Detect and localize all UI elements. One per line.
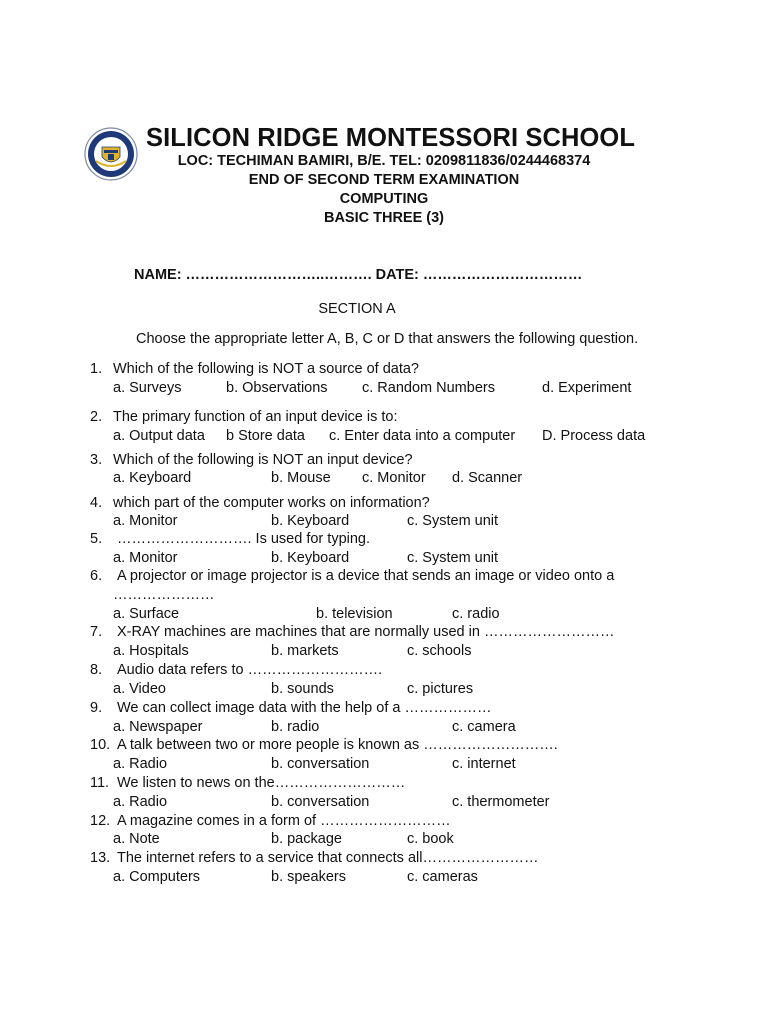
option: b Store data (226, 428, 305, 444)
option: b. package (271, 831, 342, 847)
question-number: 8. (90, 662, 103, 678)
option: b. Observations (226, 380, 328, 396)
option: a. Surface (113, 606, 180, 622)
option: c. camera (452, 719, 516, 735)
option: a. Output data (113, 428, 205, 444)
option: a. Newspaper (113, 719, 203, 735)
option: c. cameras (407, 869, 478, 885)
option: c. book (407, 831, 454, 847)
instructions: Choose the appropriate letter A, B, C or D that answers the following question. (136, 331, 639, 347)
option: c. pictures (407, 681, 474, 697)
option: b. Keyboard (271, 550, 350, 566)
question-text: X-RAY machines are machines that are normally used in ……………………… (117, 624, 615, 640)
option: b. television (316, 606, 393, 622)
option: c. thermometer (452, 794, 550, 810)
option: c. Monitor (362, 470, 426, 486)
option: c. schools (407, 643, 472, 659)
question-text-continued: ………………… (113, 587, 215, 603)
exam-title: END OF SECOND TERM EXAMINATION (248, 172, 520, 188)
question-number: 3. (90, 452, 103, 468)
question-number: 2. (90, 409, 103, 425)
option: D. Process data (542, 428, 646, 444)
option: c. Enter data into a computer (329, 428, 516, 444)
option: a. Video (113, 681, 166, 697)
question-text: We listen to news on the……………………… (117, 775, 406, 791)
option: a. Computers (113, 869, 201, 885)
option: c. Random Numbers (362, 380, 495, 396)
school-name: SILICON RIDGE MONTESSORI SCHOOL (146, 124, 636, 152)
option: b. speakers (271, 869, 346, 885)
option: a. Monitor (113, 550, 178, 566)
question-number: 11. (90, 775, 110, 791)
option: c. internet (452, 756, 516, 772)
school-location: LOC: TECHIMAN BAMIRI, B/E. TEL: 0209811836/0244468374 (177, 153, 591, 169)
option: b. sounds (271, 681, 334, 697)
question-text: A magazine comes in a form of ……………………… (117, 813, 451, 829)
option: b. markets (271, 643, 339, 659)
option: c. System unit (407, 550, 499, 566)
subject-title: COMPUTING (339, 191, 429, 207)
question-number: 9. (90, 700, 103, 716)
option: a. Monitor (113, 513, 178, 529)
question-number: 6. (90, 568, 103, 584)
question-number: 5. (90, 531, 103, 547)
question-text: The internet refers to a service that connects all…………………… (117, 850, 539, 866)
option: a. Surveys (113, 380, 182, 396)
question-number: 1. (90, 361, 103, 377)
option: c. System unit (407, 513, 499, 529)
question-text: A talk between two or more people is known as ………………………. (117, 737, 558, 753)
class-title: BASIC THREE (3) (323, 210, 445, 226)
question-text: Which of the following is NOT an input device? (113, 452, 413, 468)
option: a. Radio (113, 794, 168, 810)
option: b. conversation (271, 794, 370, 810)
option: b. radio (271, 719, 320, 735)
name-date-line: NAME: ………………………..………. DATE: …………………………… (134, 267, 583, 283)
option: d. Scanner (452, 470, 523, 486)
question-number: 10. (90, 737, 111, 753)
option: a. Hospitals (113, 643, 189, 659)
question-text: which part of the computer works on information? (113, 495, 430, 511)
option: a. Keyboard (113, 470, 192, 486)
question-text: ………………………. Is used for typing. (117, 531, 371, 547)
option: b. Keyboard (271, 513, 350, 529)
section-title: SECTION A (318, 301, 396, 317)
question-number: 12. (90, 813, 111, 829)
option: b. conversation (271, 756, 370, 772)
question-text: Audio data refers to ………………………. (117, 662, 383, 678)
question-number: 4. (90, 495, 103, 511)
question-text: The primary function of an input device is to: (113, 409, 398, 425)
question-number: 7. (90, 624, 103, 640)
option: c. radio (452, 606, 500, 622)
question-text: Which of the following is NOT a source of data? (113, 361, 419, 377)
question-text: A projector or image projector is a device that sends an image or video onto a (117, 568, 615, 584)
question-text: We can collect image data with the help of a ……………… (117, 700, 492, 716)
option: a. Radio (113, 756, 168, 772)
question-number: 13. (90, 850, 111, 866)
option: a. Note (113, 831, 160, 847)
option: d. Experiment (542, 380, 632, 396)
option: b. Mouse (271, 470, 331, 486)
